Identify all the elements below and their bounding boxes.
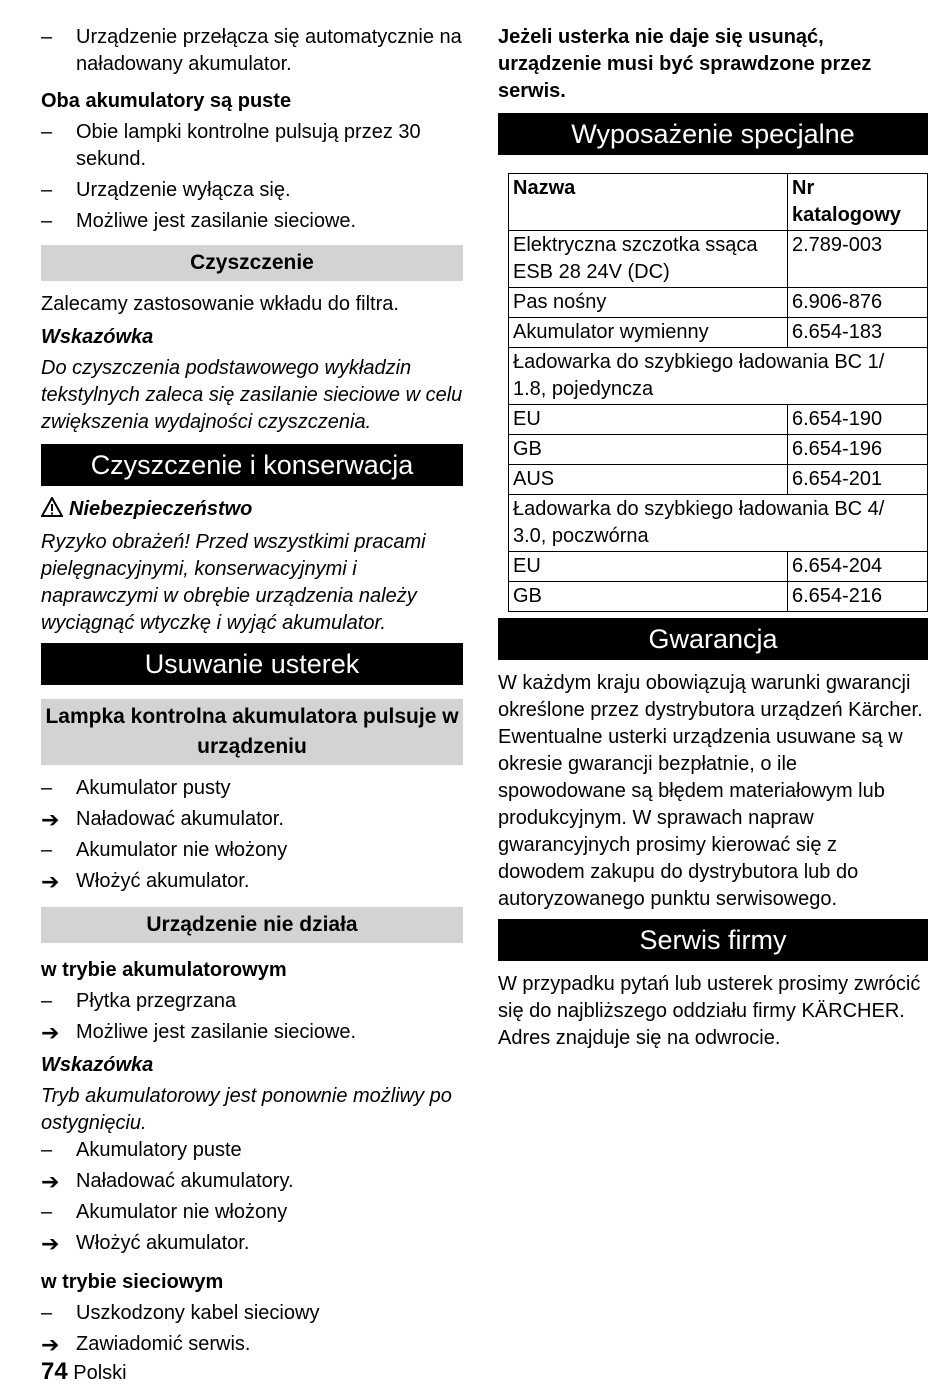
warranty-text: W każdym kraju obowiązują warunki gwarancji określone przez dystrybutora urządzeń Kärcher. Ewentualne usterki urządzenia usuwane są w okresie gwarancji bezpłatnie, o ile spowodowane są błędem materiałowym lub produkcyjnym. W sprawach napraw gwarancyjnych prosimy kierować się z dowodem zakupu do dystrybutora lub do autoryzowanego punktu serwisowego. [498, 672, 923, 910]
section-title-service: Serwis firmy [498, 919, 928, 961]
action-item: ➔ Włożyć akumulator. [41, 869, 250, 894]
list-item: – Akumulatory puste [41, 1139, 242, 1161]
accessories-table [508, 173, 928, 612]
list-item: – Obie lampki kontrolne pulsują przez 30 sekund. [41, 121, 421, 170]
table-row: Elektryczna szczotka ssąca ESB 28 24V (DC) 2.789-003 [509, 231, 928, 288]
arrow-icon: ➔ [41, 1169, 60, 1194]
section-title-warranty: Gwarancja [498, 618, 928, 660]
table-row: EU 6.654-204 [509, 552, 928, 582]
battery-note: Tryb akumulatorowy jest ponownie możliwy po ostygnięciu. [41, 1085, 452, 1134]
table-row: AUS 6.654-201 [509, 465, 928, 495]
list-item: – Akumulator pusty [41, 777, 231, 799]
table-row: EU 6.654-190 [509, 405, 928, 435]
page-number: 74 [41, 1358, 68, 1385]
table-row: GB 6.654-216 [509, 582, 928, 612]
section-title-cleaning: Czyszczenie [41, 245, 463, 281]
warning-icon [41, 497, 63, 525]
dash-marker: – [41, 26, 53, 48]
list-item: – Możliwe jest zasilanie sieciowe. [41, 210, 357, 232]
action-item: ➔ Naładować akumulator. [41, 807, 284, 832]
action-item: ➔ Naładować akumulatory. [41, 1169, 294, 1194]
subsection-title-not-working: Urządzenie nie działa [41, 907, 463, 943]
table-group-row: Ładowarka do szybkiego ładowania BC 1/ 1.8, pojedyncza [509, 348, 928, 405]
section-title-accessories: Wyposażenie specjalne [498, 113, 928, 155]
arrow-icon: ➔ [41, 1020, 60, 1045]
section-title-maintenance: Czyszczenie i konserwacja [41, 444, 463, 486]
cleaning-note: Do czyszczenia podstawowego wykładzin tekstylnych zaleca się zasilanie sieciowe w celu zwiększenia wydajności czyszczenia. [41, 357, 463, 433]
note-label: Wskazówka [41, 326, 154, 348]
subheading-mains-mode: w trybie sieciowym [41, 1271, 224, 1293]
danger-heading: Niebezpieczeństwo [41, 496, 463, 525]
list-item: – Urządzenie wyłącza się. [41, 179, 291, 201]
list-item: – Akumulator nie włożony [41, 839, 288, 861]
cleaning-text: Zalecamy zastosowanie wkładu do filtra. [41, 293, 399, 315]
action-item: ➔ Możliwe jest zasilanie sieciowe. [41, 1020, 357, 1045]
table-header-name: Nazwa [509, 174, 788, 231]
action-item: ➔ Włożyć akumulator. [41, 1231, 250, 1256]
arrow-icon: ➔ [41, 1332, 60, 1357]
page-footer [41, 1358, 127, 1387]
footer-language: Polski [73, 1362, 127, 1384]
table-header-row [509, 174, 928, 231]
action-item: ➔ Zawiadomić serwis. [41, 1332, 251, 1357]
subheading-battery-mode: w trybie akumulatorowym [41, 959, 287, 981]
list-item: – Akumulator nie włożony [41, 1201, 288, 1223]
note-label: Wskazówka [41, 1054, 154, 1076]
table-row: Akumulator wymienny 6.654-183 [509, 318, 928, 348]
list-item: – Uszkodzony kabel sieciowy [41, 1302, 320, 1324]
list-item: – Urządzenie przełącza się automatycznie na naładowany akumulator. [41, 26, 462, 75]
left-column [41, 24, 463, 1358]
right-column [498, 24, 928, 1052]
subheading-both-empty: Oba akumulatory są puste [41, 90, 292, 112]
table-group-row: Ładowarka do szybkiego ładowania BC 4/ 3.0, poczwórna [509, 495, 928, 552]
service-warning: Jeżeli usterka nie daje się usunąć, urządzenie musi być sprawdzone przez serwis. [498, 26, 872, 102]
arrow-icon: ➔ [41, 869, 60, 894]
section-title-troubleshooting: Usuwanie usterek [41, 643, 463, 685]
list-item: – Płytka przegrzana [41, 990, 237, 1012]
danger-text: Ryzyko obrażeń! Przed wszystkimi pracami pielęgnacyjnymi, konserwacyjnymi i naprawczymi w obrębie urządzenia należy wyciągnąć wtyczkę i wyjąć akumulator. [41, 531, 426, 634]
table-row: GB 6.654-196 [509, 435, 928, 465]
subsection-title-lamp: Lampka kontrolna akumulatora pulsuje w urządzeniu [41, 699, 463, 765]
service-text: W przypadku pytań lub usterek prosimy zwrócić się do najbliższego oddziału firmy KÄRCHER. Adres znajduje się na odwrocie. [498, 973, 921, 1049]
table-header-catalog: Nr katalogowy [788, 174, 928, 231]
arrow-icon: ➔ [41, 807, 60, 832]
table-row: Pas nośny 6.906-876 [509, 288, 928, 318]
arrow-icon: ➔ [41, 1231, 60, 1256]
